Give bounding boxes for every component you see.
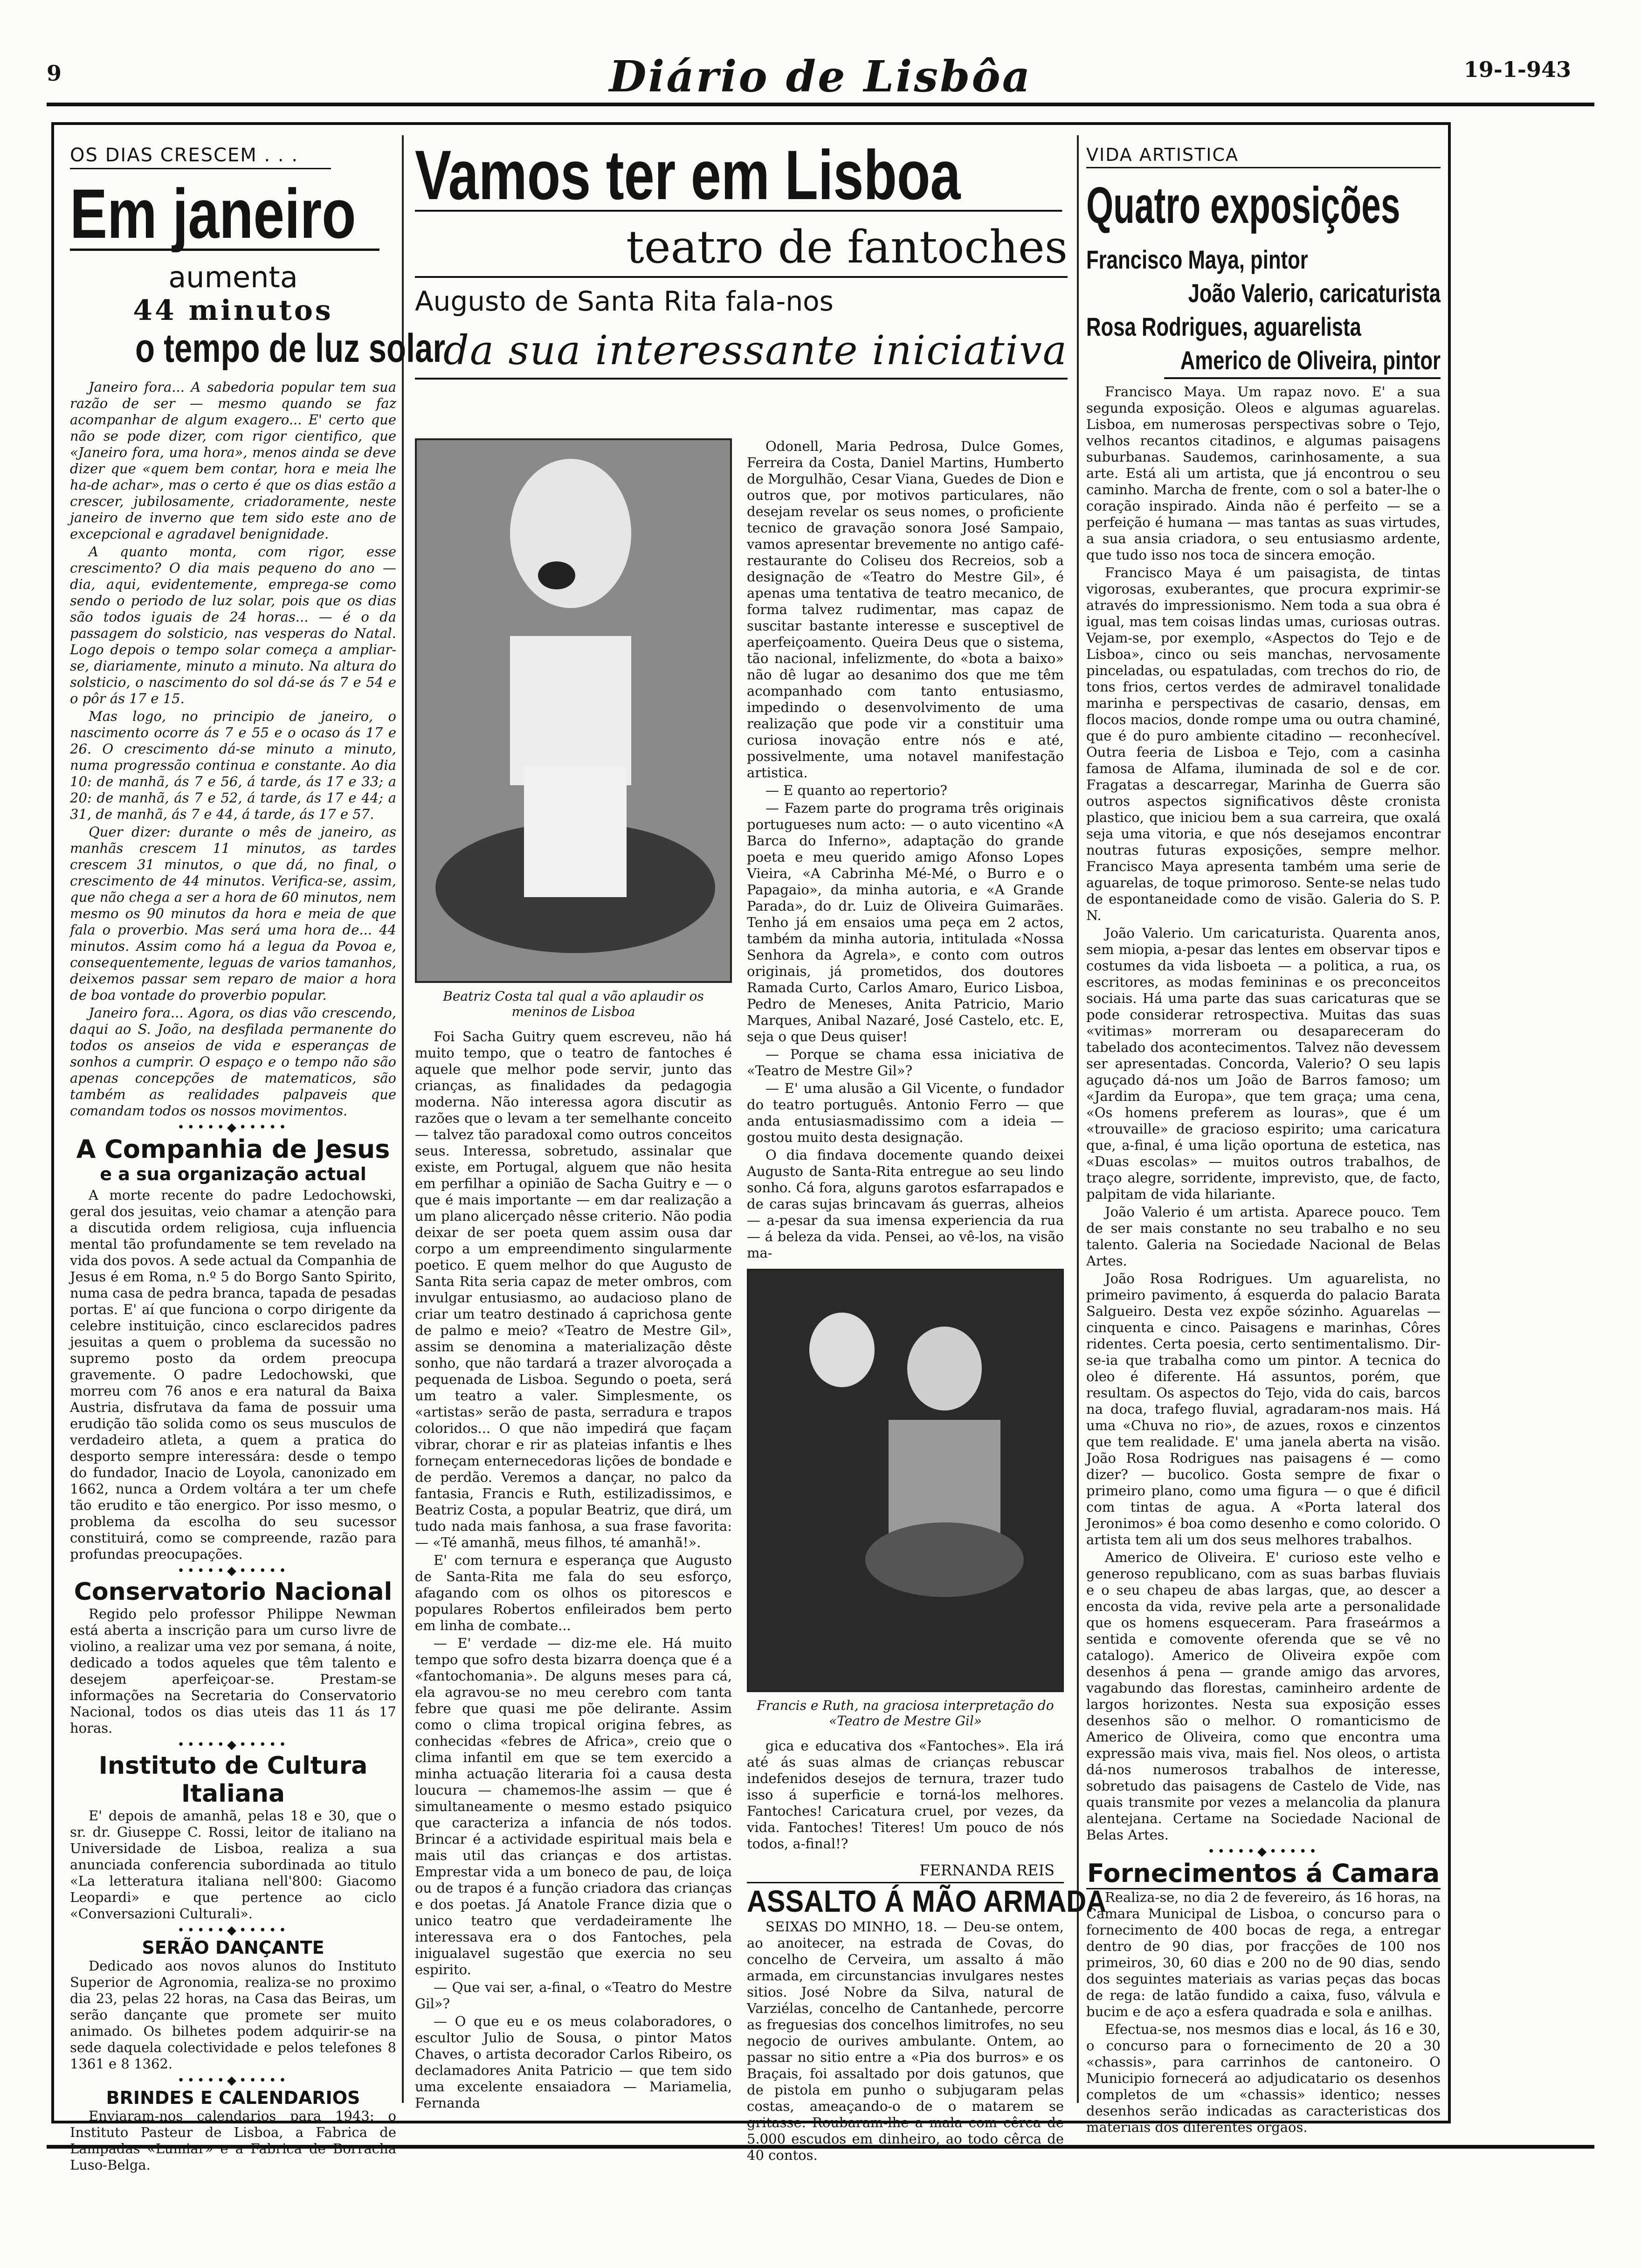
paragraph: A quanto monta, com rigor, esse crescimento? O dia mais pequeno do ano — dia, aqui, evidentemente, emprega-se como sendo o periodo de luz solar, pois que os dias são todos iguais de 24 horas... — é o da passagem do solsticio, nas vesperas do Natal. Logo depois o tempo solar começa a ampliar-se, diariamente, minuto a minuto. Na altura do solsticio, o nascimento do sol dá-se ás 7 e 54 e o pôr ás 17 e 15. <box>70 544 396 706</box>
italiana-headline: Instituto de Cultura Italiana <box>98 1752 368 1808</box>
serao-headline: SERÃO DANÇANTE <box>142 1937 324 1958</box>
paragraph: E' com ternura e esperança que Augusto de Santa-Rita me fala do seu esforço, afagando com os olhos os pitorescos e populares Robertos enfileirados bem perto em linha de combate... <box>415 1552 732 1633</box>
jesuits-subhead: e a sua organização actual <box>100 1164 366 1184</box>
paragraph: Americo de Oliveira. E' curioso este velho e generoso republicano, com as suas barbas fluviais e o seu chapeu de abas largas, que, ao descer a encosta da vida, revive pela arte a personalidade que os homens esqueceram. Para fraseármos a sentida e comovente oferenda que se vê no catalogo). Americo de Oliveira expõe com desenhos á pena — grande amigo das arvores, vagabundo das florestas, caminheiro ardente de largos horizontes. Nesta sua exposição esses desenhos são o melhor. O romanticismo de Americo de Oliveira, como que encontra uma expressão mais viva, mais fiel. Nos oleos, o artista dá-nos numerosos trabalhos de interesse, sobretudo das paisagens de Castelo de Vide, nas quais transmite por vezes a melancolia da planura alentejana. Certame na Sociedade Nacional de Belas Artes. <box>1086 1549 1441 1843</box>
separator: •••••◆••••• <box>1207 1845 1319 1859</box>
center-right-subcolumn <box>747 438 1107 2165</box>
paragraph: A morte recente do padre Ledochowski, geral dos jesuitas, veio chamar a atenção para a discutida ordem religiosa, cuja influencia mental tão profundamente se tem revelado na vida dos povos. A sede actual da Companhia de Jesus é em Roma, n.º 5 do Borgo Santo Spirito, numa casa de pedra branca, tapada de pesadas portas. E' aí que funciona o corpo dirigente da celebre instituição, cinco esclarecidos padres jesuitas a quem o problema da sucessão no supremo posto da ordem preocupa gravemente. O padre Ledochowski, que morreu com 76 anos e era natural da Baixa Austria, disfrutava da fama de possuir uma erudição tão solida como os seus musculos de verdadeiro atleta, a quem a pratica do desporto sempre interessára: desde o tempo do fundador, Inacio de Loyola, canonizado em 1662, nunca a Ordem voltára a ter um chefe tão erudito e tão energico. Por isso mesmo, o problema da escolha do seu sucessor constituirá, como se compreende, razão para profundas preocupações. <box>70 1187 396 1562</box>
headline-main: Vamos ter em Lisboa <box>415 140 1062 212</box>
jesuits-body <box>70 1187 396 1563</box>
puppet-beatriz-photo <box>415 438 732 983</box>
camara-headline: Fornecimentos á Camara <box>1086 1859 1441 1889</box>
exhibitor-valerio: João Valerio, caricaturista <box>1188 278 1441 308</box>
paragraph: Quer dizer: durante o mês de janeiro, as manhãs crescem 11 minutos, as tardes crescem 31 minutos, o que dá, no final, o crescimento de 44 minutos. Verifica-se, assim, que não chega a ser a hora de 60 minutos, nem mesmo os 90 minutos da hora e meia de que fala o proverbio. Mas será uma hora de... 44 minutos. Assim como há a legua da Povoa e, consequentemente, leguas de varios tamanhos, deixemos passar sem reparo de maior a hora de boa vontade do proverbio popular. <box>70 824 396 1003</box>
paragraph: Francisco Maya é um paisagista, de tintas vigorosas, exuberantes, que procura exprimir-se através do impressionismo. Nem toda a sua obra é igual, mas tem coisas lindas umas, curiosas outras. Vejam-se, por exemplo, «Aspectos do Tejo e de Lisboa», cinco ou seis manchas, nervosamente pinceladas, ou espatuladas, com trechos do rio, de tons frios, certos verdes de admiravel tonalidade marinha e perspectivas de casario, densas, em flocos macios, donde rompe uma ou outra chaminé, que é do puro ambiente citadino — reconhecível. Outra feeria de Lisboa e Tejo, com a casinha famosa de Alfama, iluminada de sol e de cor. Fragatas a descarregar, Marinha de Guerra são outros aspectos significativos dêste cronista plastico, que iniciou bem a sua carreira, que oxalá seja uma vitoria, e que nós desejamos encontrar noutras futuras exposições, sempre melhor. Francisco Maya apresenta também uma serie de aguarelas, de toque primoroso. Sente-se nelas tudo de espontaneidade como de visão. Galeria do S. P. N. <box>1086 565 1441 923</box>
paragraph: O dia findava docemente quando deixei Augusto de Santa-Rita entregue ao seu lindo sonho. Cá fora, alguns garotos esfarrapados e de caras sujas brincavam ás guerras, alheios — a-pesar da sua imensa experiencia da rua — á beleza da vida. Pensei, ao vê-los, na visão ma- <box>747 1147 1064 1261</box>
assalto-headline: ASSALTO Á MÃO ARMADA <box>747 1884 1107 1918</box>
kicker: VIDA ARTISTICA <box>1086 145 1441 168</box>
column-right <box>1086 145 1441 2137</box>
paragraph: João Valerio é um artista. Aparece pouco. Tem de ser mais constante no seu trabalho e no seu talento. Galeria na Sociedade Nacional de Belas Artes. <box>1086 1204 1441 1269</box>
issue-date: 19-1-943 <box>1463 57 1571 82</box>
paragraph: Realiza-se, no dia 2 de fevereiro, ás 16 horas, na Camara Municipal de Lisboa, o concurso para o fornecimento de 400 bocas de rega, a entregar dentro de 90 dias, por fracções de 100 nos primeiros, 30, 60 dias e 200 no de 90 dias, sendo dos seguintes materiais as varias peças das bocas de rega: de latão fundido a caixa, fuso, válvula e bucim e de aço a esfera quadrada e sola e anilhas. <box>1086 1889 1441 2019</box>
paragraph: Dedicado aos novos alunos do Instituto Superior de Agronomia, realiza-se no proximo dia 23, pelas 22 horas, na Casa das Beiras, um serão dançante que promete ser muito animado. Os bilhetes podem adquirir-se na sede daquela colectividade e pelos telefones 8 1361 e 8 1362. <box>70 1958 396 2072</box>
byline-deck: Augusto de Santa Rita fala-nos <box>415 285 834 317</box>
puppets-francis-ruth-photo <box>747 1269 1064 1692</box>
paragraph: gica e educativa dos «Fantoches». Ela irá até ás suas almas de crianças rebuscar indefenidos desejos de ternura, trazer tudo isso á superficie e torná-los melhores. Fantoches! Caricatura cruel, por vezes, da vida. Fantoches! Titeres! Um pouco de nós todos, a-final!? <box>747 1738 1064 1852</box>
headline-italic: da sua interessante iniciativa <box>415 327 1068 380</box>
conservatorio-headline: Conservatorio Nacional <box>74 1578 393 1606</box>
article-body <box>70 379 396 1119</box>
paragraph: João Rosa Rodrigues. Um aguarelista, no primeiro pavimento, á esquerda do palacio Barata Salgueiro. Desta vez expõe sózinho. Aguarelas — cinquenta e cinco. Paisagens e marinhas, Côres ridentes. Certa poesia, certo sentimentalismo. Dir-se-ia que trabalha como um pintor. A tecnica do oleo é diferente. Há assuntos, porém, que resultam. Os aspectos do Tejo, vida do cais, barcos na doca, trafego fluvial, agradaram-nos mais. Há uma «Chuva no rio», de azues, roxos e cinzentos que tem realidade. E' uma janela aberta na visão. João Rosa Rodrigues nas paisagens é — como dizer? — bucolico. Gosta sempre de fixar o primeiro plano, como uma figura — o que é dificil com tintas de agua. A «Porta lateral dos Jeronimos» é boa como desenho e como colorido. O artista tem ali um dos seus melhores trabalhos. <box>1086 1271 1441 1548</box>
page-number: 9 <box>47 61 62 86</box>
paragraph: — E' uma alusão a Gil Vicente, o fundador do teatro português. Antonio Ferro — que anda entusiasmadissimo com a ideia — gostou muito desta designação. <box>747 1080 1064 1145</box>
paragraph: — Porque se chama essa iniciativa de «Teatro de Mestre Gil»? <box>747 1046 1064 1079</box>
column-center <box>415 136 1107 2163</box>
separator: •••••◆••••• <box>177 1923 289 1937</box>
kicker: OS DIAS CRESCEM . . . <box>70 145 331 169</box>
separator: •••••◆••••• <box>177 1564 289 1578</box>
paragraph: — Que vai ser, a-final, o «Teatro do Mestre Gil»? <box>415 1979 732 2012</box>
paragraph: Efectua-se, nos mesmos dias e local, ás 16 e 30, o concurso para o fornecimento de 20 a 30 «chassis», para carrinhos de cantoneiro. O Municipio fornecerá ao adjudicatario os desenhos completos de um «chassis» identico; nesses desenhos serão indicadas as caracteristicas dos materiais dos diferentes órgãos. <box>1086 2021 1441 2135</box>
paragraph: Mas logo, no principio de janeiro, o nascimento ocorre ás 7 e 55 e o ocaso ás 17 e 26. O crescimento dá-se minuto a minuto, numa progressão continua e constante. Ao dia 10: de manhã, ás 7 e 56, á tarde, ás 17 e 33; a 20: de manhã, ás 7 e 52, á tarde, ás 17 e 44; a 31, de manhã, ás 7 e 44, á tarde, ás 17 e 57. <box>70 708 396 822</box>
headline: Em janeiro <box>70 179 379 251</box>
article-body <box>1086 384 1441 1843</box>
italiana-body <box>70 1808 396 1922</box>
paragraph: Janeiro fora... A sabedoria popular tem sua razão de ser — mesmo quando se faz acompanhar de algum exagero... E' certo que não se pode dizer, com rigor cientifico, que «Janeiro fora, uma hora», menos ainda se deve dizer que «quem bem contar, hora e meia lhe ha-de achar», mas o certo é que os dias estão a crescer, jubilosamente, criadoramente, neste janeiro de inverno que tem sido este ano de excepcional e agradavel benignidade. <box>70 379 396 542</box>
center-left-subcolumn <box>415 438 732 2113</box>
separator: •••••◆••••• <box>177 2074 289 2088</box>
interview-body-right <box>747 438 1064 1261</box>
paragraph: Odonell, Maria Pedrosa, Dulce Gomes, Ferreira da Costa, Daniel Martins, Humberto de Morgulhão, Cesar Viana, Guedes de Dion e outros que, por motivos particulares, não desejam revelar os seus nomes, o proficiente tecnico de gravação sonora José Sampaio, vamos apresentar brevemente no antigo café-restaurante do Coliseu dos Recreios, sob a designação de «Teatro do Mestre Gil», é apenas uma tentativa de teatro mecanico, de forma talvez rudimentar, mas capaz de suscitar bastante interesse e susceptivel de aperfeiçoamento. Queira Deus que o sistema, tão nacional, infelizmente, do «bota a baixo» não dê lugar ao desanimo dos que me têm acompanhado com tanto entusiasmo, impedindo o desenvolvimento de uma realização que pode vir a constituir uma curiosa inovação entre nós e até, possivelmente, uma notavel manifestação artistica. <box>747 438 1064 781</box>
separator: •••••◆••••• <box>177 1738 289 1752</box>
author-signature: FERNANDA REIS <box>919 1861 1055 1879</box>
paragraph: Regido pelo professor Philippe Newman está aberta a inscrição para um curso livre de violino, a realizar uma vez por semana, á noite, dedicado a todos aqueles que têm talento e desejem aperfeiçoar-se. Prestam-se informações na Secretaria do Conservatorio Nacional, todos os dias uteis das 11 ás 17 horas. <box>70 1606 396 1736</box>
deck-minutos: 44 minutos <box>133 294 333 327</box>
headline: Quatro exposições <box>1086 177 1400 234</box>
interview-body-left <box>415 1029 732 2111</box>
headline-secondary: teatro de fantoches <box>415 221 1068 278</box>
paragraph: Francisco Maya. Um rapaz novo. E' a sua segunda exposição. Oleos e algumas aguarelas. Lisboa, em numerosas perspectivas sobre o Tejo, velhos recantos citadinos, e algumas paisagens suburbanas. Saudemos, carinhosamente, a sua arte. Está ali um artista, que já encontrou o seu caminho. Marcha de frente, com o sol a bater-lhe o coração inspirado. Ainda não é perfeito — se a perfeição é humana — mas tantas as suas virtudes, a sua ansia criadora, o seu entusiasmo ardente, que tudo isso nos toca de sincera emoção. <box>1086 384 1441 563</box>
exhibitor-oliveira: Americo de Oliveira, pintor <box>1164 344 1441 379</box>
conservatorio-body <box>70 1606 396 1736</box>
paragraph: — O que eu e os meus colaboradores, o escultor Julio de Sousa, o pintor Matos Chaves, o artista decorador Carlos Ribeiro, os declamadores Anita Patricio — que tem sido uma excelente ensaiadora — Mariamelia, Fernanda <box>415 2013 732 2111</box>
paragraph: E' depois de amanhã, pelas 18 e 30, que o sr. dr. Giuseppe C. Rossi, leitor de italiano na Universidade de Lisboa, realiza a sua anunciada conferencia subordinada ao titulo «La letteratura italiana nell'800: Giacomo Leopardi» e que pertence ao ciclo «Conversazioni Culturali». <box>70 1808 396 1922</box>
photo-caption: Beatriz Costa tal qual a vão aplaudir os meninos de Lisboa <box>443 989 704 1019</box>
deck-luz-solar: o tempo de luz solar <box>135 326 446 371</box>
column-divider <box>402 135 404 2103</box>
paragraph: — E quanto ao repertorio? <box>765 782 947 798</box>
newspaper-title: Diário de Lisbôa <box>609 51 1032 102</box>
paragraph: — E' verdade — diz-me ele. Há muito tempo que sofro desta bizarra doença que é a «fantochomania». De alguns meses para cá, ela agravou-se no meu cerebro com tanta febre que quasi me põe delirante. Assim como o clima tropical origina febres, as conhecidas «febres de Africa», creio que o clima infantil em que se tem exercido a minha actuação literaria foi a causa desta loucura — chamemos-lhe assim — que é simultaneamente o mesmo estado psiquico que caracteriza a infancia de nós todos. Brincar é a actividade espiritual mais bela e mais util das crianças e dos artistas. Emprestar vida a um boneco de pau, de loiça ou de trapos é a função criadora das crianças e dos poetas. Já Anatole France dizia que o unico teatro que verdadeiramente lhe interessava era o dos Fantoches, pela inigualavel sugestão que exercia no seu espirito. <box>415 1635 732 1978</box>
brindes-headline: BRINDES E CALENDARIOS <box>106 2088 360 2108</box>
paragraph: Enviaram-nos calendarios para 1943: o Instituto Pasteur de Lisboa, a Fabrica de Lampadas «Lumiar» e a Fabrica de Borracha Luso-Belga. <box>70 2108 396 2173</box>
column-divider <box>1077 135 1079 2103</box>
deck-aumenta: aumenta <box>168 260 298 294</box>
paragraph: Janeiro fora... Agora, os dias vão crescendo, daqui ao S. João, na desfilada permanente do todos os anseios de vida e esperanças de sonhos a cumprir. O espaço e o tempo não são apenas concepções de matematicos, são também as realidades palpaveis que comandam todos os nossos movimentos. <box>70 1005 396 1119</box>
assalto-body <box>747 1919 1064 2164</box>
exhibitor-maya: Francisco Maya, pintor <box>1086 245 1308 274</box>
separator: •••••◆••••• <box>177 1120 289 1134</box>
interview-end <box>747 1738 1064 1852</box>
masthead-rule <box>47 103 1594 106</box>
exhibitor-rodrigues: Rosa Rodrigues, aguarelista <box>1086 312 1361 341</box>
jesuits-headline: A Companhia de Jesus <box>76 1134 390 1164</box>
paragraph: — Fazem parte do programa três originais portugueses num acto: — o auto vicentino «A Barca do Inferno», adaptação do grande poeta e meu querido amigo Afonso Lopes Vieira, «A Cabrinha Mé-Mé, o Burro e o Papagaio», da minha autoria, e «A Grande Parada», do dr. Luiz de Oliveira Guimarães. Tenho já em ensaios uma peça em 2 actos, também da minha autoria, intitulada «Nossa Senhora da Agrela», e conto com outros originais, já prometidos, dos doutores Ramada Curto, Carlos Amaro, Eurico Lisboa, Pedro de Meneses, Anita Patricio, Mario Marques, Anibal Nazaré, José Castelo, etc. E, seja o que Deus quiser! <box>747 800 1064 1044</box>
serao-body <box>70 1958 396 2072</box>
brindes-body <box>70 2108 396 2173</box>
paragraph: Foi Sacha Guitry quem escreveu, não há muito tempo, que o teatro de fantoches é aquele que melhor pode servir, junto das crianças, as finalidades da pedagogia moderna. Não interessa agora discutir as razões que o levam a ter semelhante conceito — talvez tão paradoxal como outros conceitos seus. Interessa, sobretudo, assinalar que existe, em Portugal, alguem que não hesita em perfilhar a opinião de Sacha Guitry e — o que é mais importante — em dar realização a um plano alicerçado nêsse criterio. Não podia deixar de ser poeta quem assim ousa dar corpo a um empreendimento singularmente poetico. E quem melhor do que Augusto de Santa Rita seria capaz de meter ombros, com invulgar entusiasmo, ao audacioso plano de criar um teatro destinado á caprichosa gente de palmo e meio? «Teatro de Mestre Gil», assim se denomina a materialização dêste sonho, que não tardará a trazer alvoroçada a pequenada de Lisboa. Segundo o poeta, será um teatro a valer. Simplesmente, os «artistas» serão de pasta, serradura e trapos coloridos... O que não impedirá que façam vibrar, chorar e rir as plateias infantis e lhes forneçam enternecedoras lições de bondade e de perdão. Veremos a dançar, no palco da fantasia, Francis e Ruth, estilizadissimos, e Beatriz Costa, a popular Beatriz, que dirá, um tudo nada mais fanhosa, a sua frase favorita: — «Té amanhã, meus filhos, té amanhã!». <box>415 1029 732 1550</box>
paragraph: João Valerio. Um caricaturista. Quarenta anos, sem miopia, a-pesar das lentes em observar tipos e costumes da vida lisboeta — a politica, a rua, os escritores, as modas femininas e os preconceitos sociais. Há uma parte das suas caricaturas que se pode considerar retrospectiva. Muitas das suas «vitimas» morreram ou desapareceram do tabelado dos acontecimentos. Talvez não devessem ser apresentadas. Concorda, Valerio? O seu lapis aguçado dá-nos um João de Barros famoso; um «Jardim da Europa», que tem graça; uma cena, «Os homens preferem as louras», que é um «trouvaille» de gracioso espirito; uma caricatura que, a-final, é uma lição oportuna de estetica, nas «Duas escolas» — muitos outros trabalhos, de traço alegre, sorridente, imprevisto, que, de facto, palpitam de vida hilariante. <box>1086 925 1441 1202</box>
paragraph: SEIXAS DO MINHO, 18. — Deu-se ontem, ao anoitecer, na estrada de Covas, do concelho de Cerveira, um assalto á mão armada, em circunstancias invulgares nestes sitios. José Nobre da Silva, natural de Varziélas, concelho de Cantanhede, percorre as freguesias dos concelhos limitrofes, no seu negocio de ourives ambulante. Ontem, ao passar no sitio entre a «Pia dos burros» e os Braçais, foi assaltado por dois gatunos, que de pistola em punho o subjugaram pelas costas, ameaçando-o de o matarem se gritasse. Roubaram-lhe a mala com cêrca de 5.000 escudos em dinheiro, ao todo cêrca de 40 contos. <box>747 1919 1064 2163</box>
photo-caption: Francis e Ruth, na graciosa interpretação do «Teatro de Mestre Gil» <box>757 1698 1054 1729</box>
column-left <box>70 145 446 2175</box>
camara-body <box>1086 1889 1441 2136</box>
